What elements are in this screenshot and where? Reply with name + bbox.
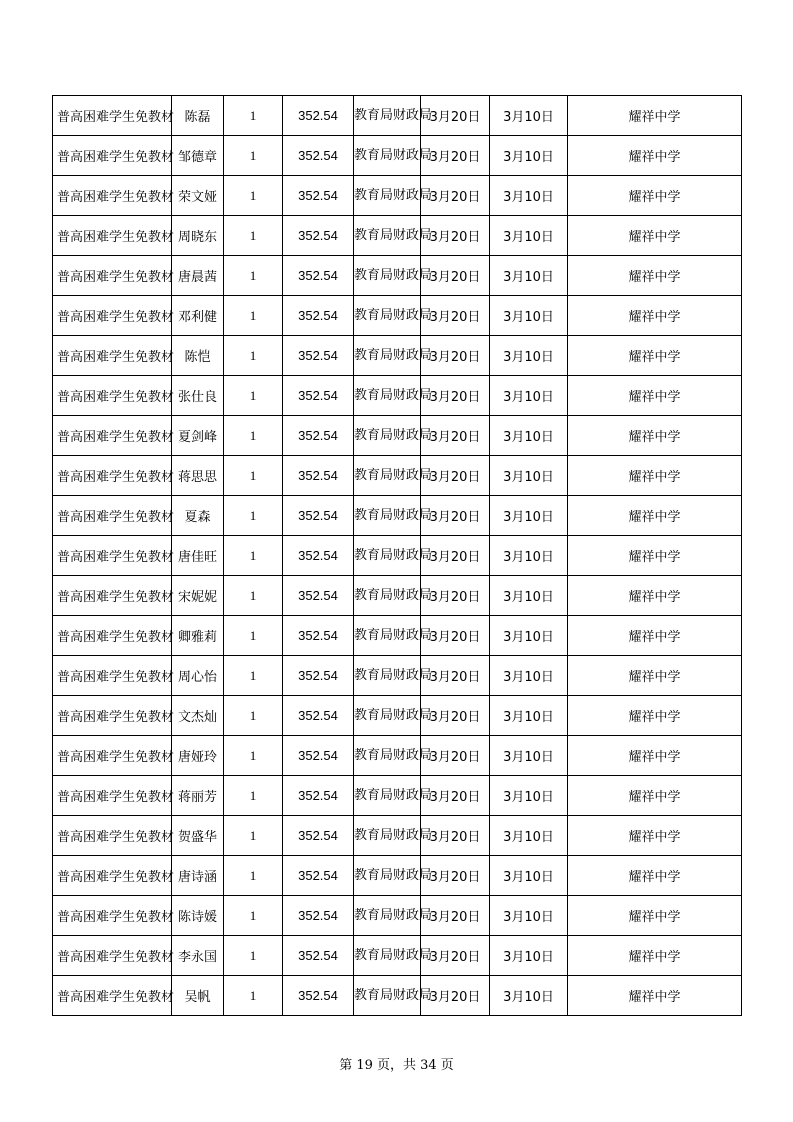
date-cell-2: 3月10日 [490,456,568,496]
quantity-cell: 1 [224,176,283,216]
table-row [53,256,742,296]
date-cell-1: 3月20日 [421,616,490,656]
table-row [53,416,742,456]
date-cell-2: 3月10日 [490,856,568,896]
name-cell: 唐晨茜 [172,256,224,296]
item-cell: 普高困难学生免教材 [53,936,172,976]
quantity-cell: 1 [224,976,283,1016]
quantity-cell: 1 [224,96,283,136]
date-cell-1: 3月20日 [421,696,490,736]
table-row [53,816,742,856]
date-cell-2: 3月10日 [490,336,568,376]
department-cell: 教育局财政局 [354,216,421,256]
date-cell-1: 3月20日 [421,976,490,1016]
quantity-cell: 1 [224,696,283,736]
date-cell-2: 3月10日 [490,536,568,576]
school-cell: 耀祥中学 [568,736,742,776]
school-cell: 耀祥中学 [568,376,742,416]
name-cell: 唐娅玲 [172,736,224,776]
school-cell: 耀祥中学 [568,256,742,296]
item-cell: 普高困难学生免教材 [53,416,172,456]
department-cell: 教育局财政局 [354,976,421,1016]
date-cell-1: 3月20日 [421,896,490,936]
date-cell-1: 3月20日 [421,256,490,296]
date-cell-1: 3月20日 [421,456,490,496]
amount-cell: 352.54 [283,216,354,256]
date-cell-1: 3月20日 [421,856,490,896]
date-cell-2: 3月10日 [490,176,568,216]
quantity-cell: 1 [224,576,283,616]
date-cell-2: 3月10日 [490,416,568,456]
amount-cell: 352.54 [283,816,354,856]
amount-cell: 352.54 [283,776,354,816]
date-cell-2: 3月10日 [490,936,568,976]
name-cell: 张仕良 [172,376,224,416]
table-row [53,496,742,536]
school-cell: 耀祥中学 [568,616,742,656]
amount-cell: 352.54 [283,896,354,936]
amount-cell: 352.54 [283,416,354,456]
date-cell-1: 3月20日 [421,336,490,376]
date-cell-1: 3月20日 [421,136,490,176]
date-cell-2: 3月10日 [490,976,568,1016]
item-cell: 普高困难学生免教材 [53,456,172,496]
date-cell-1: 3月20日 [421,576,490,616]
amount-cell: 352.54 [283,616,354,656]
department-cell: 教育局财政局 [354,296,421,336]
item-cell: 普高困难学生免教材 [53,536,172,576]
amount-cell: 352.54 [283,176,354,216]
amount-cell: 352.54 [283,856,354,896]
amount-cell: 352.54 [283,336,354,376]
amount-cell: 352.54 [283,536,354,576]
department-cell: 教育局财政局 [354,456,421,496]
name-cell: 荣文娅 [172,176,224,216]
date-cell-2: 3月10日 [490,616,568,656]
school-cell: 耀祥中学 [568,576,742,616]
name-cell: 陈磊 [172,96,224,136]
date-cell-2: 3月10日 [490,696,568,736]
table-row [53,616,742,656]
date-cell-2: 3月10日 [490,296,568,336]
school-cell: 耀祥中学 [568,136,742,176]
amount-cell: 352.54 [283,256,354,296]
item-cell: 普高困难学生免教材 [53,256,172,296]
data-table [52,95,742,1016]
school-cell: 耀祥中学 [568,176,742,216]
school-cell: 耀祥中学 [568,776,742,816]
item-cell: 普高困难学生免教材 [53,136,172,176]
table-row [53,656,742,696]
name-cell: 文杰灿 [172,696,224,736]
table-row [53,936,742,976]
item-cell: 普高困难学生免教材 [53,336,172,376]
item-cell: 普高困难学生免教材 [53,616,172,656]
name-cell: 周晓东 [172,216,224,256]
date-cell-2: 3月10日 [490,376,568,416]
name-cell: 周心怡 [172,656,224,696]
table-row [53,696,742,736]
amount-cell: 352.54 [283,736,354,776]
department-cell: 教育局财政局 [354,936,421,976]
name-cell: 邹德章 [172,136,224,176]
department-cell: 教育局财政局 [354,96,421,136]
table-row [53,776,742,816]
date-cell-2: 3月10日 [490,816,568,856]
amount-cell: 352.54 [283,496,354,536]
amount-cell: 352.54 [283,456,354,496]
table-row [53,96,742,136]
amount-cell: 352.54 [283,96,354,136]
department-cell: 教育局财政局 [354,856,421,896]
name-cell: 夏森 [172,496,224,536]
amount-cell: 352.54 [283,296,354,336]
table-body [53,96,742,1016]
item-cell: 普高困难学生免教材 [53,576,172,616]
name-cell: 夏剑峰 [172,416,224,456]
date-cell-1: 3月20日 [421,216,490,256]
name-cell: 唐佳旺 [172,536,224,576]
school-cell: 耀祥中学 [568,816,742,856]
school-cell: 耀祥中学 [568,416,742,456]
table-row [53,456,742,496]
table-row [53,136,742,176]
item-cell: 普高困难学生免教材 [53,976,172,1016]
table-row [53,216,742,256]
date-cell-1: 3月20日 [421,416,490,456]
date-cell-2: 3月10日 [490,136,568,176]
department-cell: 教育局财政局 [354,576,421,616]
school-cell: 耀祥中学 [568,696,742,736]
name-cell: 蒋思思 [172,456,224,496]
date-cell-1: 3月20日 [421,496,490,536]
quantity-cell: 1 [224,216,283,256]
school-cell: 耀祥中学 [568,296,742,336]
date-cell-2: 3月10日 [490,776,568,816]
school-cell: 耀祥中学 [568,536,742,576]
table-row [53,976,742,1016]
quantity-cell: 1 [224,496,283,536]
department-cell: 教育局财政局 [354,376,421,416]
item-cell: 普高困难学生免教材 [53,656,172,696]
name-cell: 李永国 [172,936,224,976]
name-cell: 宋妮妮 [172,576,224,616]
name-cell: 邓利健 [172,296,224,336]
item-cell: 普高困难学生免教材 [53,176,172,216]
school-cell: 耀祥中学 [568,976,742,1016]
quantity-cell: 1 [224,416,283,456]
department-cell: 教育局财政局 [354,136,421,176]
amount-cell: 352.54 [283,576,354,616]
date-cell-2: 3月10日 [490,256,568,296]
name-cell: 卿雅莉 [172,616,224,656]
table-row [53,176,742,216]
date-cell-1: 3月20日 [421,376,490,416]
quantity-cell: 1 [224,936,283,976]
name-cell: 陈诗媛 [172,896,224,936]
school-cell: 耀祥中学 [568,936,742,976]
date-cell-1: 3月20日 [421,176,490,216]
school-cell: 耀祥中学 [568,456,742,496]
item-cell: 普高困难学生免教材 [53,896,172,936]
school-cell: 耀祥中学 [568,336,742,376]
date-cell-2: 3月10日 [490,896,568,936]
date-cell-2: 3月10日 [490,736,568,776]
item-cell: 普高困难学生免教材 [53,736,172,776]
name-cell: 陈恺 [172,336,224,376]
page-footer: 第 19 页，共 34 页 [339,1058,454,1073]
date-cell-1: 3月20日 [421,816,490,856]
department-cell: 教育局财政局 [354,656,421,696]
quantity-cell: 1 [224,816,283,856]
date-cell-1: 3月20日 [421,296,490,336]
table-row [53,736,742,776]
school-cell: 耀祥中学 [568,656,742,696]
department-cell: 教育局财政局 [354,176,421,216]
amount-cell: 352.54 [283,136,354,176]
quantity-cell: 1 [224,616,283,656]
department-cell: 教育局财政局 [354,896,421,936]
amount-cell: 352.54 [283,936,354,976]
school-cell: 耀祥中学 [568,496,742,536]
table-row [53,376,742,416]
department-cell: 教育局财政局 [354,336,421,376]
quantity-cell: 1 [224,656,283,696]
quantity-cell: 1 [224,776,283,816]
table-row [53,856,742,896]
amount-cell: 352.54 [283,656,354,696]
department-cell: 教育局财政局 [354,496,421,536]
table-row [53,296,742,336]
quantity-cell: 1 [224,736,283,776]
date-cell-1: 3月20日 [421,656,490,696]
department-cell: 教育局财政局 [354,616,421,656]
date-cell-2: 3月10日 [490,656,568,696]
quantity-cell: 1 [224,896,283,936]
school-cell: 耀祥中学 [568,856,742,896]
date-cell-1: 3月20日 [421,96,490,136]
date-cell-2: 3月10日 [490,216,568,256]
department-cell: 教育局财政局 [354,696,421,736]
quantity-cell: 1 [224,136,283,176]
item-cell: 普高困难学生免教材 [53,816,172,856]
date-cell-2: 3月10日 [490,96,568,136]
school-cell: 耀祥中学 [568,216,742,256]
table-row [53,336,742,376]
date-cell-2: 3月10日 [490,496,568,536]
department-cell: 教育局财政局 [354,736,421,776]
date-cell-1: 3月20日 [421,736,490,776]
table-row [53,536,742,576]
date-cell-1: 3月20日 [421,536,490,576]
name-cell: 蒋丽芳 [172,776,224,816]
quantity-cell: 1 [224,456,283,496]
quantity-cell: 1 [224,536,283,576]
quantity-cell: 1 [224,256,283,296]
department-cell: 教育局财政局 [354,536,421,576]
amount-cell: 352.54 [283,696,354,736]
item-cell: 普高困难学生免教材 [53,216,172,256]
date-cell-2: 3月10日 [490,576,568,616]
department-cell: 教育局财政局 [354,816,421,856]
name-cell: 唐诗涵 [172,856,224,896]
department-cell: 教育局财政局 [354,776,421,816]
table-row [53,576,742,616]
quantity-cell: 1 [224,376,283,416]
school-cell: 耀祥中学 [568,896,742,936]
quantity-cell: 1 [224,336,283,376]
item-cell: 普高困难学生免教材 [53,96,172,136]
item-cell: 普高困难学生免教材 [53,776,172,816]
amount-cell: 352.54 [283,976,354,1016]
item-cell: 普高困难学生免教材 [53,376,172,416]
date-cell-1: 3月20日 [421,776,490,816]
department-cell: 教育局财政局 [354,416,421,456]
name-cell: 吴帆 [172,976,224,1016]
name-cell: 贺盛华 [172,816,224,856]
item-cell: 普高困难学生免教材 [53,856,172,896]
table-row [53,896,742,936]
quantity-cell: 1 [224,856,283,896]
amount-cell: 352.54 [283,376,354,416]
department-cell: 教育局财政局 [354,256,421,296]
date-cell-1: 3月20日 [421,936,490,976]
item-cell: 普高困难学生免教材 [53,696,172,736]
school-cell: 耀祥中学 [568,96,742,136]
item-cell: 普高困难学生免教材 [53,496,172,536]
item-cell: 普高困难学生免教材 [53,296,172,336]
quantity-cell: 1 [224,296,283,336]
